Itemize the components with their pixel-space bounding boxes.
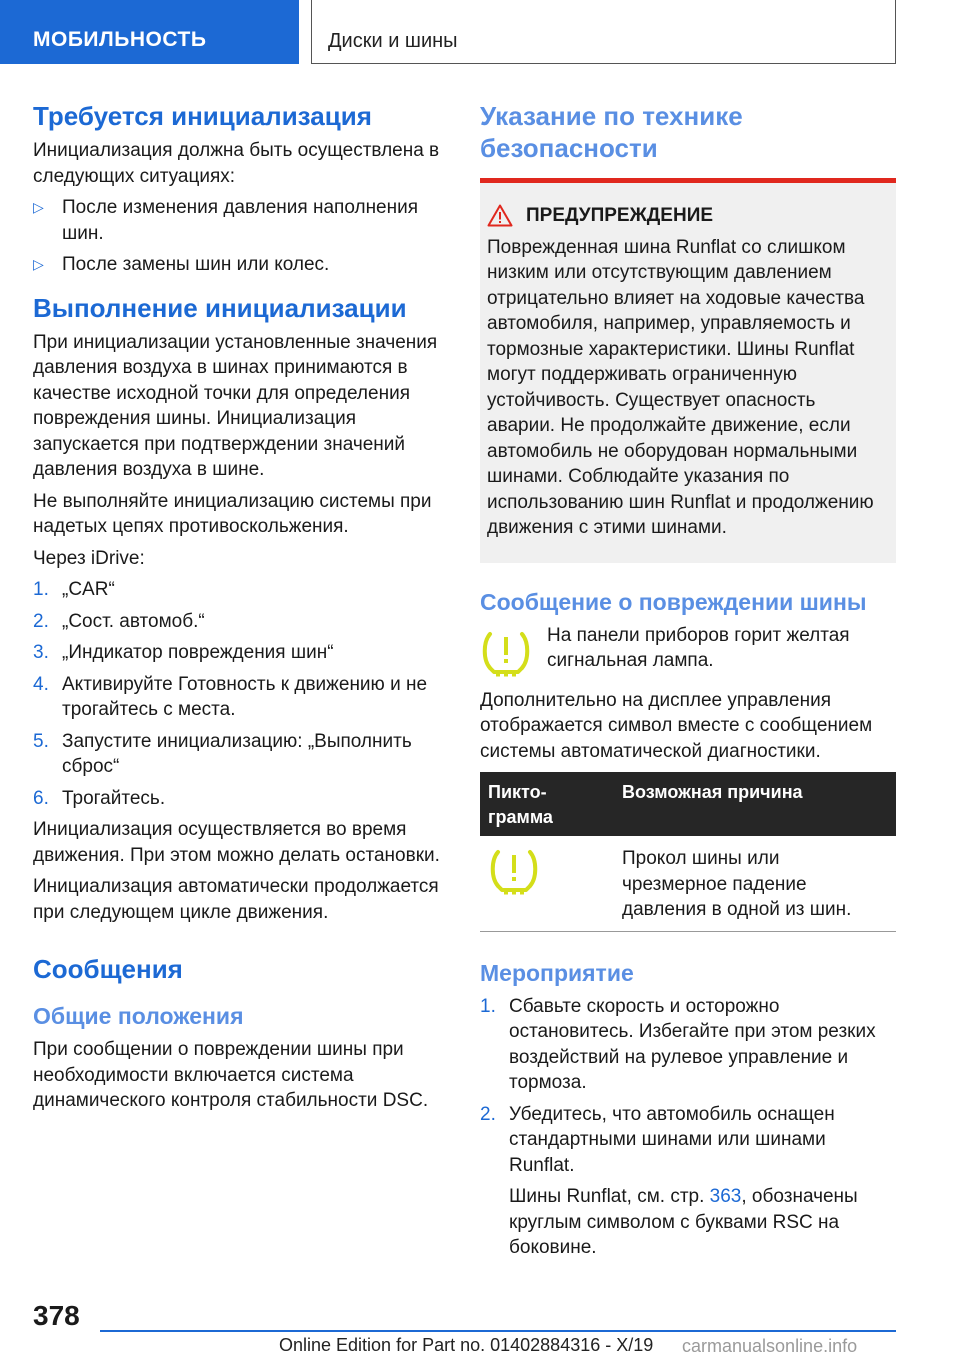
- table-header-row: [480, 772, 896, 836]
- paragraph-perform-2: Не выполняйте инициализацию системы при надетых цепях противоскольжения.: [33, 490, 432, 537]
- paragraph-after-1: Инициализация осуществляется во время движения. При этом можно делать остановки.: [33, 819, 440, 866]
- list-item: 4. Активируйте Готовность к движению и не трогайтесь с места.: [33, 673, 428, 720]
- idrive-steps-list: [33, 577, 447, 811]
- warning-title: ПРЕДУПРЕЖДЕНИЕ: [526, 205, 714, 226]
- list-item: 2. „Сост. автомоб.“: [33, 610, 205, 632]
- heading-tire-damage-message: Сообщение о повреждении шины: [480, 588, 867, 615]
- list-item: 5. Запустите инициализацию: „Выполнить сброс“: [33, 730, 412, 777]
- pictogram-table: [480, 772, 896, 932]
- paragraph-display: Дополнительно на дисплее управления отображается символ вместе с сообщением системы автоматической диагностики.: [480, 689, 873, 762]
- paragraph-general: При сообщении о повреждении шины при необходимости включается система динамического контроля стабильности DSC.: [33, 1039, 429, 1111]
- list-item: ▷ После замены шин или колес.: [33, 252, 447, 278]
- warning-text: Поврежденная шина Runflat со слишком низким или отсутствующим давлением отрицательно влияет на ходовые качества автомобиля, например, управляемость и тормозные характеристики. Шины Runflat могут поддерживать ограниченную устойчивость. Существует опасность аварии. Не продолжайте движение, если автомобиль не оборудован нормальными шинами. Соблюдайте указания по использованию шин Runflat и продолжению движения с этими шинами.: [487, 236, 874, 538]
- heading-action: Мероприятие: [480, 959, 634, 986]
- tire-pressure-warning-icon: [480, 628, 532, 678]
- paragraph-after-2: Инициализация автоматически продолжается при следующем цикле движения.: [33, 876, 439, 923]
- heading-init-required: Требуется инициализация: [33, 101, 372, 131]
- triangle-right-icon: ▷: [33, 256, 44, 272]
- table-header-cause: Возможная причина: [614, 772, 896, 836]
- warning-triangle-icon: [487, 204, 513, 227]
- table-row: [480, 836, 896, 931]
- footer-divider: [100, 1330, 896, 1332]
- warning-title-row: [487, 203, 888, 229]
- heading-general: Общие положения: [33, 1003, 244, 1029]
- table-cell-cause: Прокол шины или чрезмерное падение давления в одной из шин.: [614, 836, 896, 931]
- table-header-pictogram: Пикто- грамма: [480, 772, 614, 836]
- init-situations-list: [33, 195, 447, 278]
- heading-messages: Сообщения: [33, 954, 183, 984]
- lamp-text: На панели приборов горит желтая сигнальная лампа.: [547, 624, 850, 671]
- paragraph-via-idrive: Через iDrive:: [33, 547, 145, 569]
- page-number: 378: [33, 1300, 80, 1331]
- list-item: ▷ После изменения давления наполнения шин.: [33, 197, 419, 244]
- left-column: [33, 100, 447, 1120]
- list-item: 3. „Индикатор повреждения шин“: [33, 642, 334, 663]
- chapter-title: Диски и шины: [328, 30, 458, 52]
- lamp-row: [480, 623, 896, 678]
- section-tab[interactable]: [0, 0, 299, 64]
- action-steps-list: [480, 994, 896, 1179]
- right-column: [480, 100, 896, 1267]
- page-header: [0, 0, 960, 66]
- paragraph-runflat: Шины Runflat, см. стр. 363, обозначены круглым символом с буквами RSC на боковине.: [509, 1186, 858, 1258]
- warning-box: [480, 178, 896, 563]
- list-item: 2. Убедитесь, что автомобиль оснащен стандартными шинами или шинами Runflat.: [480, 1103, 835, 1176]
- watermark: carmanualsonline.info: [682, 1336, 858, 1356]
- heading-perform-init: Выполнение инициализации: [33, 292, 407, 323]
- chapter-tab: [311, 0, 896, 64]
- section-title: МОБИЛЬНОСТЬ: [33, 28, 207, 51]
- tire-pressure-warning-icon: [488, 846, 540, 896]
- heading-safety: Указание по технике безопасности: [480, 101, 743, 163]
- page-link-363[interactable]: 363: [709, 1186, 742, 1207]
- footer-edition: Online Edition for Part no. 01402884316 - X/19: [279, 1335, 654, 1355]
- triangle-right-icon: ▷: [33, 199, 44, 215]
- list-item: 1. „CAR“: [33, 579, 115, 600]
- list-item: 6. Трогайтесь.: [33, 787, 166, 809]
- paragraph-perform-1: При инициализации установленные значения давления воздуха в шинах принимаются в качестве исходной точки для определения повреждения шины. Инициализация запускается при подтверждении значений давления воздуха в шине.: [33, 331, 438, 480]
- paragraph-init-required: Инициализация должна быть осуществлена в следующих ситуациях:: [33, 140, 440, 187]
- table-cell-pictogram: [480, 836, 614, 931]
- list-item: 1. Сбавьте скорость и осторожно остановитесь. Избегайте при этом резких воздействий на рулевое управление и тормоза.: [480, 995, 876, 1093]
